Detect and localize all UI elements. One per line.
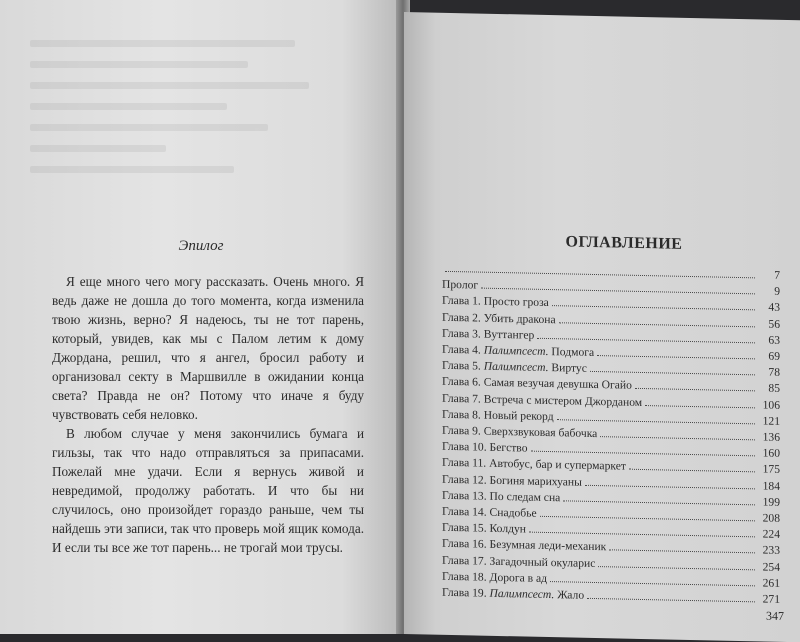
toc-entry-title: Встреча с мистером Джорданом — [483, 392, 643, 409]
toc-entry-title: Бегство — [489, 441, 528, 455]
toc-entry-label — [442, 520, 526, 538]
toc-entry-prefix: Пролог — [442, 277, 479, 292]
toc-entry-title: Автобус, бар и супермаркет — [489, 457, 626, 474]
toc-entry-italic: Палимпсест. — [489, 586, 555, 602]
toc-entry-prefix: Глава 18. — [442, 569, 487, 584]
toc-entry-title: Дорога в ад — [489, 570, 548, 585]
toc-leader-dots — [550, 572, 755, 586]
toc-page-number: 271 — [762, 592, 780, 606]
toc-entry-title: Вуттангер — [483, 327, 535, 342]
toc-page-number: 224 — [762, 527, 780, 542]
toc-entry-prefix: Глава 2. — [442, 310, 481, 325]
toc-entry-title: Загадочный окуларис — [489, 554, 596, 570]
toc-page-number: 69 — [768, 349, 780, 363]
table-of-contents — [442, 261, 780, 608]
toc-leader-dots — [590, 362, 755, 375]
toc-entry-label — [442, 504, 537, 522]
toc-entry-title: Безумная леди-механик — [489, 538, 607, 554]
toc-entry-italic: Палимпсест. — [483, 359, 549, 375]
toc-entry-prefix: Глава 6. — [442, 375, 481, 390]
left-page — [0, 0, 402, 634]
toc-entry-title: По следам сна — [489, 489, 561, 505]
toc-entry-prefix: Глава 15. — [442, 521, 487, 535]
page-number: 347 — [766, 608, 784, 623]
toc-leader-dots — [540, 507, 755, 522]
toc-leader-dots — [635, 379, 755, 392]
toc-leader-dots — [585, 475, 755, 489]
toc-page-number: 160 — [762, 446, 780, 461]
toc-leader-dots — [597, 346, 755, 359]
toc-page-number: 63 — [768, 333, 780, 347]
toc-leader-dots — [600, 427, 755, 440]
toc-page-number: 233 — [762, 543, 780, 558]
epilog-body — [52, 272, 364, 557]
toc-entry-prefix: Глава 7. — [442, 391, 481, 406]
toc-entry-rest: Виртус — [551, 361, 587, 376]
toc-entry-label — [442, 326, 534, 344]
toc-entry-title: Колдун — [489, 522, 527, 536]
toc-entry-label — [442, 585, 584, 604]
toc-page-number: 121 — [762, 414, 780, 428]
toc-entry-prefix: Глава 12. — [442, 472, 487, 487]
epilog-title: Эпилог — [178, 238, 224, 254]
toc-entry-rest: Подмога — [551, 345, 595, 359]
toc-entry-title: Богиня марихуаны — [489, 473, 582, 489]
toc-page-number: 254 — [762, 560, 780, 574]
toc-entry-prefix: Глава 4. — [442, 342, 481, 357]
toc-page-number: 7 — [774, 268, 780, 282]
toc-leader-dots — [537, 329, 755, 344]
toc-entry-title: Новый рекорд — [483, 408, 554, 423]
toc-entry-title: Просто гроза — [483, 295, 549, 310]
toc-leader-dots — [529, 523, 755, 538]
toc-leader-dots — [531, 442, 756, 457]
toc-leader-dots — [559, 313, 755, 327]
epilog-paragraph: В любом случае у меня закончились бумага и гильзы, так что надо отправляться за припасами. Пожелай мне удачи. Если я вернусь живой и невредимой, продолжу работать. И что бы ни случилось, оно произойдет гораздо раньше, чем ты найдешь эти записи, так что проверь мой ящик комода. И если ты все же тот парень... не трогай мои трусы. — [52, 426, 364, 555]
toc-page-number: 106 — [762, 398, 780, 412]
toc-entry-label — [442, 277, 478, 294]
toc-entry-rest: Жало — [557, 588, 585, 602]
toc-page-number: 261 — [762, 576, 780, 590]
toc-entry-italic: Палимпсест. — [483, 343, 549, 359]
toc-title: ОГЛАВЛЕНИЕ — [565, 233, 683, 253]
toc-leader-dots — [557, 410, 755, 424]
toc-entry-title: Самая везучая девушка Огайо — [483, 376, 632, 393]
toc-page-number: 199 — [762, 495, 780, 509]
toc-entry-prefix: Глава 17. — [442, 553, 487, 568]
toc-leader-dots — [552, 297, 755, 311]
toc-page-number: 56 — [768, 317, 780, 331]
toc-entry-prefix: Глава 10. — [442, 440, 487, 454]
toc-entry-prefix: Глава 8. — [442, 407, 481, 422]
toc-entry-prefix: Глава 1. — [442, 294, 481, 309]
toc-page-number: 208 — [762, 511, 780, 525]
toc-entry-prefix: Глава 9. — [442, 423, 481, 438]
toc-entry-label — [442, 439, 528, 457]
toc-page-number: 78 — [768, 365, 780, 380]
toc-entry-title: Сверхзвуковая бабочка — [483, 424, 598, 441]
toc-leader-dots — [445, 262, 755, 278]
toc-page-number: 184 — [762, 479, 780, 493]
toc-page-number: 175 — [762, 462, 780, 477]
toc-entry-prefix: Глава 16. — [442, 537, 487, 552]
toc-page-number: 136 — [762, 430, 780, 444]
toc-entry-prefix: Глава 5. — [442, 359, 481, 373]
toc-leader-dots — [563, 491, 755, 505]
toc-page-number: 43 — [768, 301, 780, 315]
toc-leader-dots — [629, 460, 755, 473]
epilog-paragraph: Я еще много чего могу рассказать. Очень много. Я ведь даже не дошла до того момента, когда изменила твою жизнь, верно? Я надеюсь, ты не тот парень, который, увидев, как мы с Палом летим к дому Джордана, решил, что я ангел, бросил работу и организовал секту в Маршвилле в ожидании конца света? Правда не он? Потому что иначе я буду чувствовать себя неловко. — [52, 274, 364, 422]
toc-leader-dots — [598, 557, 755, 570]
toc-entry-prefix: Глава 13. — [442, 488, 487, 503]
toc-leader-dots — [609, 541, 755, 554]
toc-entry-title: Убить дракона — [483, 311, 556, 326]
toc-entry-prefix: Глава 14. — [442, 504, 487, 519]
toc-leader-dots — [645, 396, 755, 408]
toc-entry-prefix: Глава 19. — [442, 585, 487, 600]
bleed-through-text — [30, 40, 370, 210]
toc-entry-prefix: Глава 11. — [442, 456, 487, 471]
toc-page-number: 9 — [774, 284, 780, 299]
right-page — [404, 12, 800, 642]
toc-entry-prefix: Глава 3. — [442, 326, 481, 341]
toc-entry-title: Снадобье — [489, 505, 537, 520]
toc-page-number: 85 — [768, 382, 780, 396]
toc-leader-dots — [587, 589, 755, 603]
